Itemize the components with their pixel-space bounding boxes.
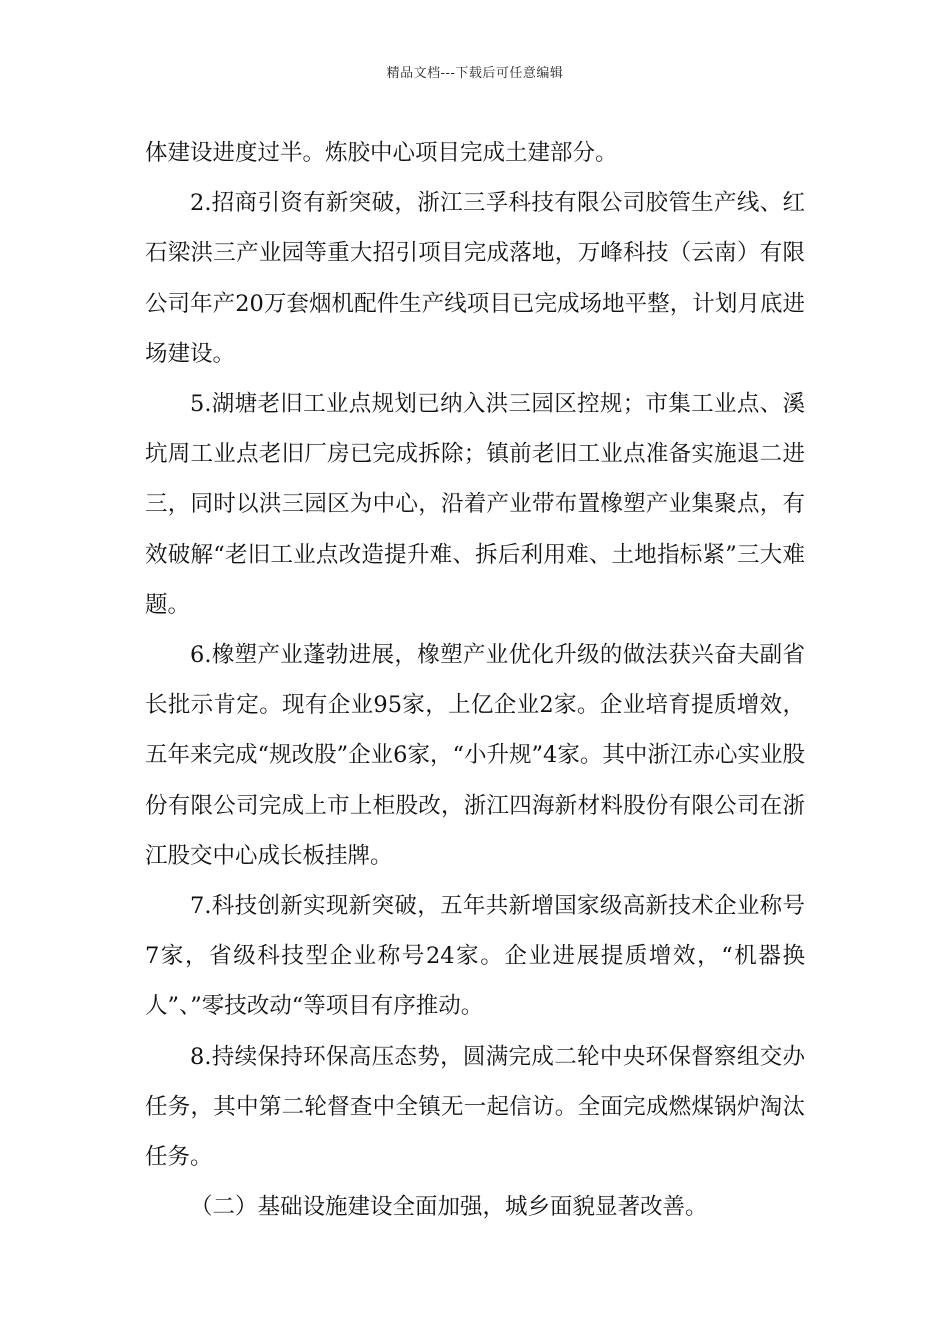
paragraph-item-7: 7.科技创新实现新突破，五年共新增国家级高新技术企业称号7家，省级科技型企业称号24家。企业进展提质增效，“机器换人”、”零技改动“等项目有序推动。 (145, 893, 805, 1020)
document-body (145, 128, 805, 1232)
page-header: 精品文档---下载后可任意编辑 (386, 66, 564, 81)
paragraph-item-2: 2.招商引资有新突破，浙江三孚科技有限公司胶管生产线、红石梁洪三产业园等重大招引项目完成落地，万峰科技（云南）有限公司年产20万套烟机配件生产线项目已完成场地平整，计划月底进场建设。 (145, 190, 805, 367)
paragraph-item-6: 6.橡塑产业蓬勃进展，橡塑产业优化升级的做法获兴奋夫副省长批示肯定。现有企业95家，上亿企业2家。企业培育提质增效，五年来完成“规改股”企业6家，“小升规”4家。其中浙江赤心实业股份有限公司完成上市上柜股改，浙江四海新材料股份有限公司在浙江股交中心成长板挂牌。 (145, 642, 805, 869)
paragraph-item-8: 8.持续保持环保高压态势，圆满完成二轮中央环保督察组交办任务，其中第二轮督查中全镇无一起信访。全面完成燃煤锅炉淘汰任务。 (145, 1043, 805, 1171)
paragraph-continuation: 体建设进度过半。炼胶中心项目完成土建部分。 (145, 140, 618, 166)
section-heading-2: （二）基础设施建设全面加强，城乡面貌显著改善。 (190, 1194, 708, 1221)
paragraph-item-5: 5.湖塘老旧工业点规划已纳入洪三园区控规；市集工业点、溪坑周工业点老旧厂房已完成拆除；镇前老旧工业点准备实施退二进三，同时以洪三园区为中心，沿着产业带布置橡塑产业集聚点，有效破解“老旧工业点改造提升难、拆后利用难、土地指标紧”三大难题。 (145, 391, 805, 618)
